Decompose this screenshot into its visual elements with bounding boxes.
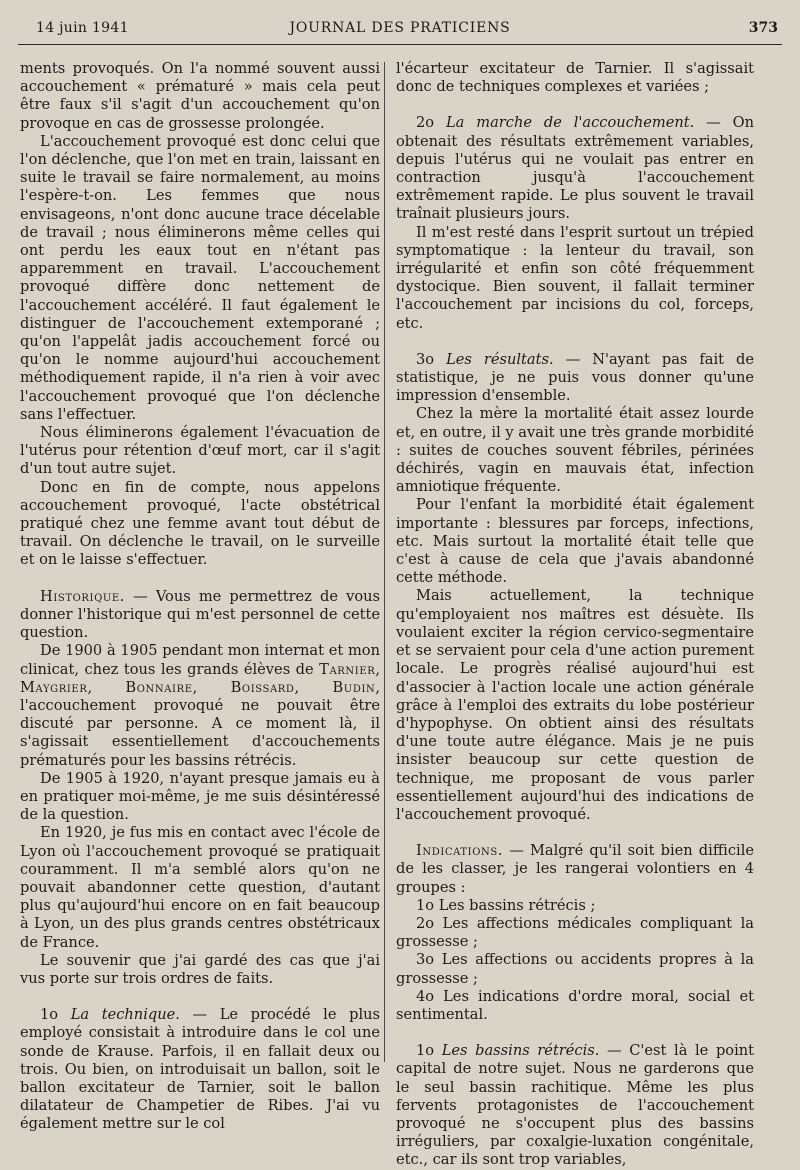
marche-paragraph: 2o La marche de l'accouchement. — On obtenait des résultats extrêmement variables, depuis l'utérus qui ne voulait pas entrer en contraction jusqu'à l'accouchement extrêmement rapide. Le plus souvent le travail traînait plusieurs jours. — [396, 114, 754, 223]
list-item: 2o Les affections médicales compliquant la grossesse ; — [396, 914, 754, 951]
paragraph: L'accouchement provoqué est donc celui que l'on déclenche, que l'on met en train, laissant en suite le travail se faire normalement, au moins l'espère-t-on. Les femmes que nous envisageons, n'ont donc aucune trace décelable de travail ; nous éliminerons même celles qui ont perdu les eaux tout en n'étant pas apparemment en travail. L'accouchement provoqué diffère donc nettement de l'accouchement accéléré. Il faut également le distinguer de l'accouchement extemporané ; qu'on l'appelât jadis accouchement forcé ou qu'on le nomme aujourd'hui accouchement méthodiquement rapide, il n'a rien à voir avec l'accouchement provoqué que l'on déclenche sans l'effectuer. — [20, 132, 380, 423]
name-budin: Budin — [332, 678, 376, 696]
list-item: 4o Les indications d'ordre moral, social et sentimental. — [396, 987, 754, 1023]
header-date: 14 juin 1941 — [36, 20, 129, 36]
paragraph: Pour l'enfant la morbidité était également importante : blessures par forceps, infections, etc. Mais surtout la mortalité était telle que c'est à cause de cela que j'avais abandonné cette méthode. — [396, 496, 754, 587]
paragraph: De 1905 à 1920, n'ayant presque jamais eu à en pratiquer moi-même, je me suis désintéressé de la question. — [20, 769, 380, 824]
name-boissard: Boissard — [230, 678, 295, 696]
subheading-technique: La technique. — [70, 1006, 180, 1024]
technique-paragraph: 1o La technique. — Le procédé le plus employé consistait à introduire dans le col une sonde de Krause. Parfois, il en fallait deux ou trois. Ou bien, on introduisait un ballon, soit le ballon excitateur de Tarnier, soit le ballon dilatateur de Champetier de Ribes. J'ai vu également mettre sur le col — [20, 1006, 380, 1133]
journal-title: JOURNAL DES PRATICIENS — [289, 20, 511, 36]
subheading-resultats: Les résultats. — [446, 350, 554, 368]
left-column — [20, 60, 380, 1134]
column-divider — [384, 62, 385, 1062]
paragraph: En 1920, je fus mis en contact avec l'école de Lyon où l'accouchement provoqué se pratiquait couramment. Il m'a semblé alors qu'on ne pouvait abandonner cette question, d'autant plus qu'aujourd'hui encore on en fait beaucoup à Lyon, un des plus grands centres obstétricaux de France. — [20, 824, 380, 951]
page-number: 373 — [748, 20, 778, 36]
subheading-marche: La marche de l'accouchement. — [445, 114, 695, 132]
list-item: 1o Les bassins rétrécis ; — [416, 896, 596, 914]
paragraph: De 1900 à 1905 pendant mon internat et mon clinicat, chez tous les grands élèves de Tarnier, Maygrier, Bonnaire, Boissard, Budin, l'accouchement provoqué ne pouvait être discuté par personne. A ce moment là, il s'agissait essentiellement d'accouchements prématurés pour les bassins rétrécis. — [20, 642, 380, 769]
section-heading-historique: Historique. — [40, 587, 126, 605]
name-tarnier: Tarnier — [319, 660, 376, 678]
right-column — [396, 60, 754, 1170]
paragraph: Le souvenir que j'ai gardé des cas que j'ai vus porte sur trois ordres de faits. — [20, 951, 380, 987]
resultats-paragraph: 3o Les résultats. — N'ayant pas fait de statistique, je ne puis vous donner qu'une impression d'ensemble. — [396, 350, 755, 405]
name-bonnaire: Bonnaire — [125, 678, 193, 696]
paragraph: Nous éliminerons également l'évacuation de l'utérus pour rétention d'œuf mort, car il s'agit d'un tout autre sujet. — [20, 424, 380, 478]
header-rule — [18, 44, 782, 45]
section-heading-indications: Indications. — [416, 842, 504, 860]
paragraph: Mais actuellement, la technique qu'employaient nos maîtres est désuète. Ils voulaient exciter la région cervico-segmentaire et se servaient pour cela d'une action purement locale. Le progrès réalisé aujourd'hui est d'associer à l'action locale une action générale grâce à l'emploi des extraits du lobe postérieur d'hypophyse. On obtient ainsi des résultats d'une toute autre élégance. Mais je ne puis insister beaucoup sur cette question de technique, me proposant de vous parler essentiellement aujourd'hui des indications de l'accouchement provoqué. — [396, 587, 754, 823]
list-item: 3o Les affections ou accidents propres à la grossesse ; — [396, 951, 754, 987]
paragraph: l'écarteur excitateur de Tarnier. Il s'agissait donc de techniques complexes et variées ; — [396, 60, 754, 96]
subheading-bassins: Les bassins rétrécis. — [441, 1042, 600, 1060]
page-header — [0, 0, 800, 44]
bassins-paragraph: 1o Les bassins rétrécis. — C'est là le point capital de notre sujet. Nous ne garderons que le seul bassin rachitique. Même les plus fervents protagonistes de l'accouchement provoqué ne s'occupent plus des bassins irréguliers, par coxalgie-luxation congénitale, etc., car ils sont trop variables, — [396, 1042, 754, 1169]
paragraph: Il m'est resté dans l'esprit surtout un trépied symptomatique : la lenteur du travail, son irrégularité et enfin son côté fréquemment dystocique. Bien souvent, il fallait terminer l'accouchement par incisions du col, forceps, etc. — [396, 223, 754, 332]
paragraph: Chez la mère la mortalité était assez lourde et, en outre, il y avait une très grande morbidité : suites de couches souvent fébriles, périnées déchirés, vagin en mauvais état, infection amniotique fréquente. — [396, 405, 754, 496]
historique-paragraph: Historique. — Vous me permettrez de vous donner l'historique qui m'est personnel de cette question. — [20, 587, 380, 642]
paragraph: ments provoqués. On l'a nommé souvent aussi accouchement « prématuré » mais cela peut être faux s'il s'agit d'un accouchement qu'on provoque en cas de grossesse prolongée. — [20, 60, 380, 132]
indications-paragraph: Indications. — Malgré qu'il soit bien difficile de les classer, je les rangerai volontiers en 4 groupes : — [396, 842, 754, 896]
paragraph: Donc en fin de compte, nous appelons accouchement provoqué, l'acte obstétrical pratiqué chez une femme avant tout début de travail. On déclenche le travail, on le surveille et on le laisse s'effectuer. — [20, 478, 380, 569]
name-maygrier: Maygrier — [20, 678, 88, 696]
